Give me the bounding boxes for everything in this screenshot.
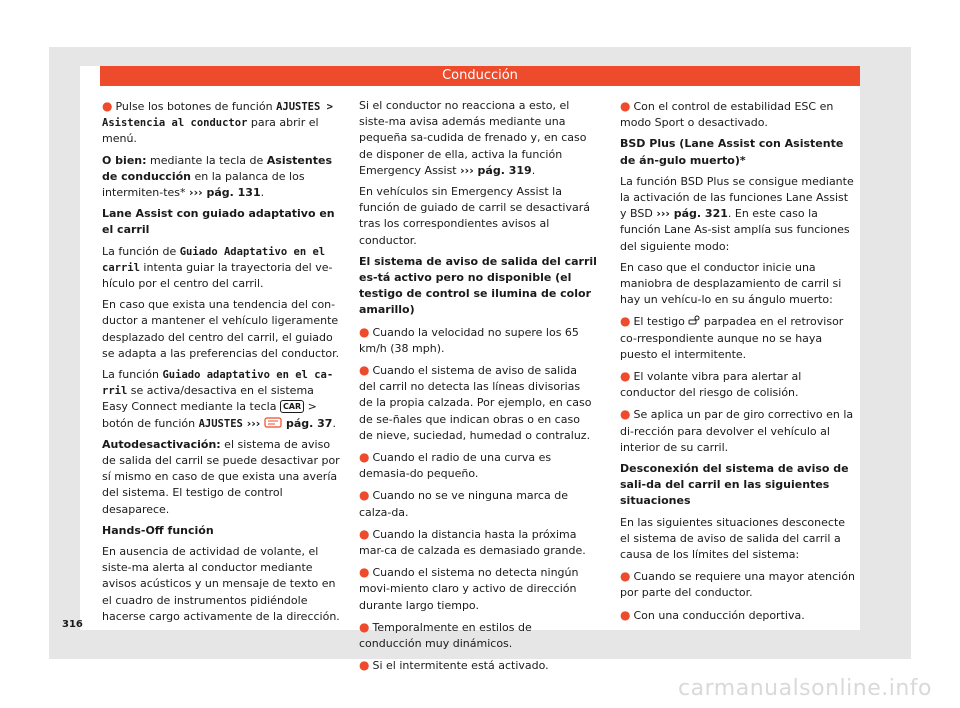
page-reference-link[interactable]: ››› pág. 321 bbox=[656, 207, 728, 221]
list-item: ● Con el control de estabilidad ESC en modo Sport o desactivado. bbox=[620, 99, 834, 130]
bullet-dot-icon: ● bbox=[359, 526, 370, 541]
list-item: ● El volante vibra para alertar al conductor del riesgo de colisión. bbox=[620, 369, 802, 400]
list-item: ● Cuando la velocidad no supere los 65 km/h (38 mph). bbox=[359, 324, 579, 355]
bullet-dot-icon: ● bbox=[620, 369, 631, 384]
bullet-dot-icon: ● bbox=[620, 99, 631, 113]
not-available-heading: El sistema de aviso de salida del carril es-tá activo pero no disponible (el testigo de control se ilumina de color amarillo) bbox=[359, 254, 597, 317]
bullet-dot-icon: ● bbox=[359, 488, 370, 503]
hands-off-heading: Hands-Off función bbox=[102, 523, 214, 537]
bullet-dot-icon: ● bbox=[359, 450, 370, 465]
bsd-plus-heading: BSD Plus (Lane Assist con Asistente de án-gulo muerto)* bbox=[620, 137, 844, 167]
page-reference-link[interactable]: ››› pág. 131 bbox=[189, 186, 261, 200]
list-item: ● Se aplica un par de giro correctivo en la di-rección para devolver el vehículo al interior de su carril. bbox=[620, 407, 854, 454]
lane-paragraph-1: La función de Guiado Adaptativo en el carril intenta guiar la trayectoria del ve-hículo por el centro del carril. bbox=[102, 244, 333, 291]
bullet-dot-icon: ● bbox=[359, 619, 370, 634]
list-item: ● Con una conducción deportiva. bbox=[620, 607, 805, 622]
column-2 bbox=[359, 98, 597, 680]
blind-spot-warning-icon bbox=[688, 315, 700, 326]
bullet-dot-icon: ● bbox=[620, 314, 631, 329]
list-item: ● Si el intermitente está activado. bbox=[359, 658, 549, 673]
car-key-icon: CAR bbox=[280, 400, 304, 413]
list-item: ● Cuando no se ve ninguna marca de calza-da. bbox=[359, 488, 568, 519]
list-item: ● Cuando se requiere una mayor atención por parte del conductor. bbox=[620, 569, 855, 600]
watermark: carmanualsonline.info bbox=[678, 676, 932, 701]
bullet-dot-icon: ● bbox=[620, 407, 631, 422]
lane-assist-heading: Lane Assist con guiado adaptativo en el carril bbox=[102, 207, 335, 237]
obien-paragraph: O bien: mediante la tecla de Asistentes de conducción en la palanca de los intermiten-tes* ››› pág. 131. bbox=[102, 153, 332, 200]
bsd-paragraph-2: En caso que el conductor inicie una maniobra de desplazamiento de carril si hay un vehícu-lo en su ángulo muerto: bbox=[620, 260, 842, 307]
page-number: 316 bbox=[62, 619, 83, 630]
disconnect-paragraph: En las siguientes situaciones desconecte el sistema de aviso de salida del carril a causa de los límites del sistema: bbox=[620, 515, 846, 562]
bullet-dot-icon: ● bbox=[620, 569, 631, 584]
settings-menu-icon bbox=[264, 417, 282, 428]
lane-paragraph-2: En caso que exista una tendencia del con-ductor a mantener el vehículo ligeramente desplazado del centro del carril, el guiado se adapta a las preferencias del conductor. bbox=[102, 298, 340, 360]
list-item: ● Cuando el sistema de aviso de salida del carril no detecta las líneas divisorias de la propia calzada. Por ejemplo, en caso de se-ñales que indican obras o en caso de nieve, suciedad, humedad o contraluz. bbox=[359, 363, 592, 442]
emergency-paragraph: En vehículos sin Emergency Assist la función de guiado de carril se desactivará tras los correspondientes avisos al conductor. bbox=[359, 185, 590, 247]
bullet-dot-icon: ● bbox=[359, 324, 370, 339]
reaction-paragraph: Si el conductor no reacciona a esto, el siste-ma avisa además mediante una pequeña sa-cudida de frenado y, en caso de disponer de ella, activa la función Emergency Assist ››› pág. 319. bbox=[359, 99, 587, 177]
autodesactivacion-paragraph: Autodesactivación: el sistema de aviso de salida del carril se puede desactivar por sí mismo en caso de que exista una avería del sistema. El testigo de control desaparece. bbox=[102, 437, 340, 516]
list-item: ● Temporalmente en estilos de conducción muy dinámicos. bbox=[359, 619, 532, 651]
list-item: ● Cuando la distancia hasta la próxima mar-ca de calzada es demasiado grande. bbox=[359, 526, 586, 558]
page-reference-link[interactable]: ››› pág. 319 bbox=[460, 163, 532, 177]
list-item: ● Cuando el radio de una curva es demasia-do pequeño. bbox=[359, 450, 552, 481]
page-reference-link[interactable]: pág. 37 bbox=[282, 416, 333, 430]
lane-paragraph-3: La función Guiado adaptativo en el ca-rril se activa/desactiva en el sistema Easy Connect mediante la tecla CAR > botón de función AJUSTES ››› pág. 37. bbox=[102, 368, 336, 430]
bsd-paragraph-1: La función BSD Plus se consigue mediante la activación de las funciones Lane Assist y BSD ››› pág. 321. En este caso la función Lane As-sist amplía sus funciones del siguiente modo: bbox=[620, 174, 854, 253]
bullet-dot-icon: ● bbox=[359, 658, 370, 673]
hands-off-paragraph: En ausencia de actividad de volante, el siste-ma alerta al conductor mediante avisos acústicos y un mensaje de texto en el cuadro de instrumentos pidiéndole hacerse cargo activamente de la dirección. bbox=[102, 545, 340, 623]
list-item: ● Cuando el sistema no detecta ningún movi-miento claro y activo de dirección durante largo tiempo. bbox=[359, 565, 579, 612]
disconnect-heading: Desconexión del sistema de aviso de sali-da del carril en las siguientes situaciones bbox=[620, 462, 849, 508]
section-header: Conducción bbox=[100, 66, 860, 86]
bullet-ajustes: ● Pulse los botones de función AJUSTES > Asistencia al conductor para abrir el menú. bbox=[102, 99, 333, 146]
list-item: ● El testigo parpadea en el retrovisor co-rrespondiente aunque no se haya puesto el intermitente. bbox=[620, 314, 844, 361]
column-1 bbox=[102, 98, 340, 630]
column-3 bbox=[620, 98, 858, 629]
bullet-dot-icon: ● bbox=[359, 363, 370, 378]
bullet-dot-icon: ● bbox=[620, 607, 631, 622]
bullet-dot-icon: ● bbox=[102, 99, 113, 113]
bullet-dot-icon: ● bbox=[359, 565, 370, 580]
